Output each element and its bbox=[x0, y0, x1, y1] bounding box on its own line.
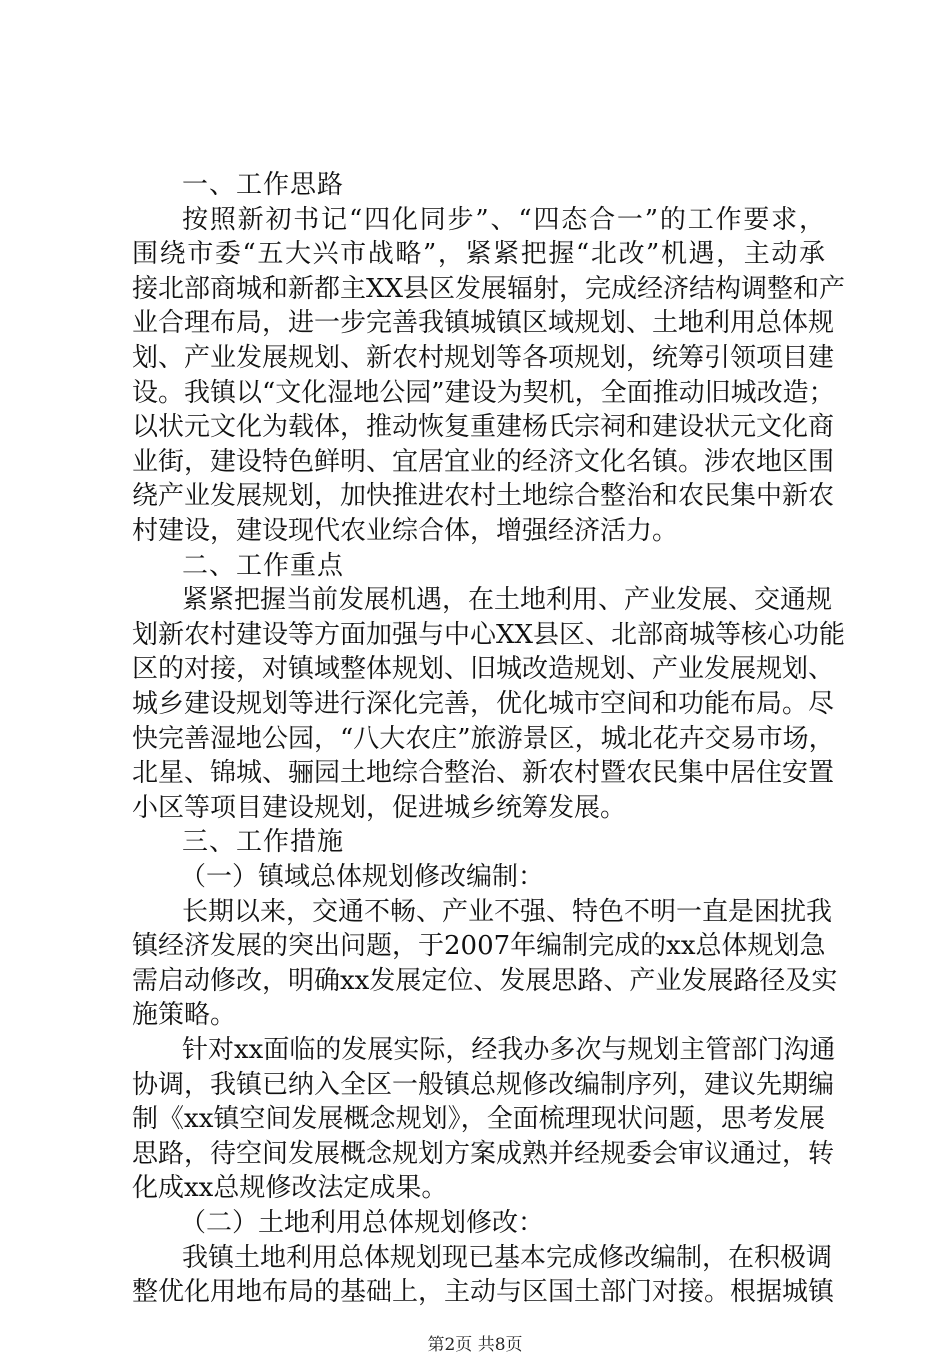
heading-work-ideas: 一、工作思路 bbox=[182, 170, 345, 200]
paragraph-line: 化成xx总规修改法定成果。 bbox=[132, 1173, 448, 1204]
paragraph-line: 紧紧把握当前发展机遇，在土地利用、产业发展、交通规 bbox=[182, 585, 833, 616]
paragraph-line: 区的对接，对镇域整体规划、旧城改造规划、产业发展规划、 bbox=[132, 654, 835, 685]
paragraph-line: 协调，我镇已纳入全区一般镇总规修改编制序列，建议先期编 bbox=[132, 1069, 835, 1100]
heading-work-focus: 二、工作重点 bbox=[182, 550, 345, 581]
paragraph-line: 设。我镇以“文化湿地公园”建设为契机，全面推动旧城改造； bbox=[132, 377, 835, 408]
subheading-town-plan: （一）镇域总体规划修改编制： bbox=[180, 862, 545, 892]
paragraph-line: 围绕市委“五大兴市战略”，紧紧把握“北改”机遇，主动承 bbox=[132, 239, 825, 270]
paragraph-line: 整优化用地布局的基础上，主动与区国土部门对接。根据城镇 bbox=[132, 1277, 835, 1308]
paragraph-line: 北星、锦城、骊园土地综合整治、新农村暨农民集中居住安置 bbox=[132, 758, 835, 789]
paragraph-line: 划新农村建设等方面加强与中心XX县区、北部商城等核心功能 bbox=[132, 619, 846, 650]
page-footer: 第2页 共8页 bbox=[427, 1334, 523, 1355]
paragraph-line: 施策略。 bbox=[132, 1000, 237, 1031]
paragraph-line: 思路，待空间发展概念规划方案成熟并经规委会审议通过，转 bbox=[132, 1138, 835, 1169]
paragraph-line: 小区等项目建设规划，促进城乡统筹发展。 bbox=[132, 792, 627, 823]
paragraph-line: 村建设，建设现代农业综合体，增强经济活力。 bbox=[132, 516, 679, 546]
paragraph-line: 业街，建设特色鲜明、宜居宜业的经济文化名镇。涉农地区围 bbox=[132, 446, 835, 477]
paragraph-line: 以状元文化为载体，推动恢复重建杨氏宗祠和建设状元文化商 bbox=[132, 412, 835, 443]
subheading-land-use-plan: （二）土地利用总体规划修改： bbox=[180, 1208, 545, 1238]
paragraph-line: 长期以来，交通不畅、产业不强、特色不明一直是困扰我 bbox=[182, 896, 833, 927]
paragraph-line: 按照新初书记“四化同步”、“四态合一”的工作要求， bbox=[182, 204, 825, 235]
paragraph-line: 需启动修改，明确xx发展定位、发展思路、产业发展路径及实 bbox=[132, 965, 838, 996]
paragraph-line: 城乡建设规划等进行深化完善，优化城市空间和功能布局。尽 bbox=[132, 689, 835, 719]
paragraph-line: 镇经济发展的突出问题，于2007年编制完成的xx总体规划急 bbox=[132, 931, 826, 962]
paragraph-line: 业合理布局，进一步完善我镇城镇区域规划、土地利用总体规 bbox=[132, 308, 835, 339]
heading-work-measures: 三、工作措施 bbox=[182, 827, 345, 858]
paragraph-line: 接北部商城和新都主XX县区发展辐射，完成经济结构调整和产 bbox=[132, 273, 846, 304]
paragraph-line: 针对xx面临的发展实际，经我办多次与规划主管部门沟通 bbox=[182, 1035, 836, 1065]
paragraph-line: 划、产业发展规划、新农村规划等各项规划，统筹引领项目建 bbox=[132, 343, 835, 373]
paragraph-line: 绕产业发展规划，加快推进农村土地综合整治和农民集中新农 bbox=[132, 481, 835, 512]
paragraph-line: 快完善湿地公园，“八大农庄”旅游景区，城北花卉交易市场， bbox=[132, 723, 835, 754]
paragraph-line: 制《xx镇空间发展概念规划》，全面梳理现状问题，思考发展 bbox=[132, 1104, 825, 1135]
paragraph-line: 我镇土地利用总体规划现已基本完成修改编制，在积极调 bbox=[182, 1242, 833, 1273]
